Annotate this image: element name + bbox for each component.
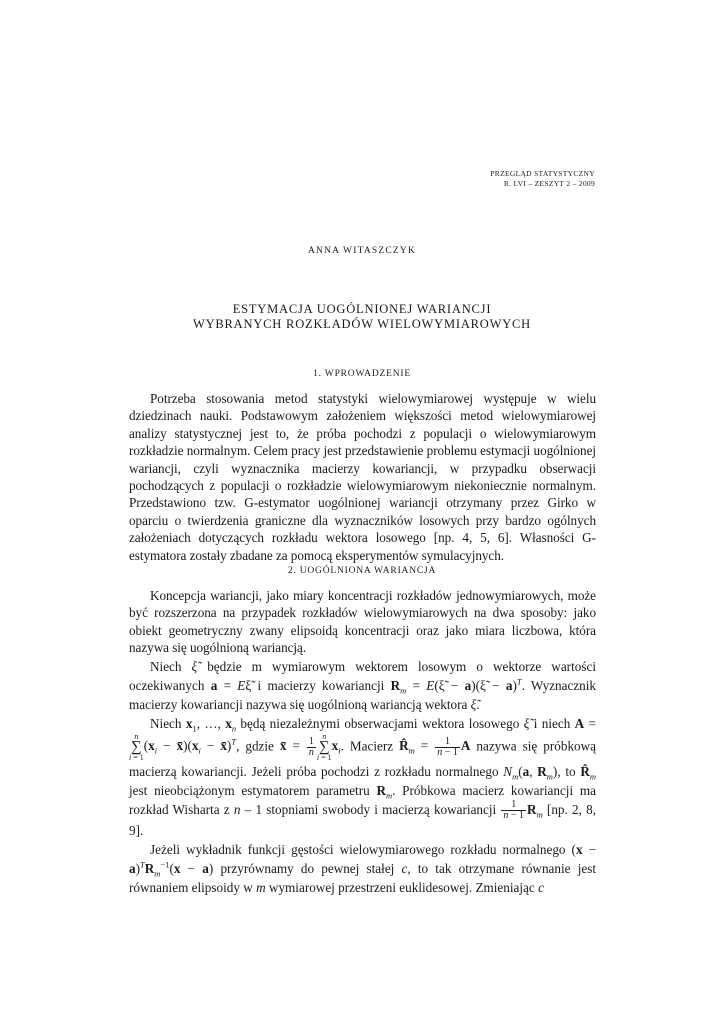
journal-name: PRZEGLĄD STATYSTYCZNY <box>490 169 595 178</box>
normal-dist-formula: $N_m(a$, $R_m$) <box>503 763 558 782</box>
quadratic-form-formula: $(x - a)^TR_m^{-1}(x - a)$ <box>129 842 597 879</box>
section-1-heading: 1. WPROWADZENIE <box>313 369 411 379</box>
journal-volume: R. LVI – ZESZYT 2 – 2009 <box>503 179 595 188</box>
random-vector-paragraph: Niech ξ̃ będzie m wymiarowym wektorem losowym o wektorze wartości oczekiwanych a = Eξ̃ i macierzy kowariancji $R_m$ = E(ξ̃ − a)(ξ̃ − a)$^T$. Wyznacznik macierzy kowariancji nazywa się uogólnioną wariancją wektora ξ̃. <box>129 658 597 712</box>
section-2-body <box>129 587 596 897</box>
mean-formula: x̄ = $\frac{1}{n}$ n ∑ $i = 1x_i$ <box>279 731 341 762</box>
sample-covariance-paragraph: Niech $x_1$, …, $x_n$ będą niezależnymi obserwacjami wektora losowego ξ̃ i niech A = n ∑ $i = 1(x_i$ − $x̄)(x_i$ − x̄)$^T$, gdzie x̄ = $\frac{1}{n}$ n ∑ $i = 1x_i$. Macierz $R̂_m$ = $\frac{1}{n - 1}$ A nazywa się próbkową macierzą kowariancji. Jeżeli próba pochodzi z rozkładu normalnego $N_m(a$, $R_m$), to $R̂_m$ jest nieobciążonym estymatorem parametru $R_m$. Próbkowa macierz kowariancji ma rozkład Wisharta z n – 1 stopniami swobody i macierzą kowariancji $\frac{1}{n - 1}$ $R_m$ [np. 2, 8, 9]. <box>129 715 597 839</box>
covariance-formula: $R_m$ = E(ξ̃ − a)(ξ̃ − a)$^T$ <box>390 676 522 696</box>
title-line-1: ESTYMACJA UOGÓLNIONEJ WARIANCJI <box>232 302 492 316</box>
variance-concept-paragraph: Koncepcja wariancji, jako miary koncentracji rozkładów jednowymiarowych, może być rozszerzona na przypadek rozkładów wielowymiarowych na dwa sposoby: jako obiekt geometryczny zwany elipsoidą koncentracji oraz jako miara liczbowa, która nazywa się uogólnioną wariancją. <box>129 588 596 656</box>
degrees-freedom: n – 1 <box>233 801 263 817</box>
matrix-a-formula: A = n ∑ $i = 1(x_i$ − $x̄)(x_i$ − x̄)$^T$ <box>129 715 596 762</box>
section-1-body <box>129 390 596 564</box>
intro-paragraph: Potrzeba stosowania metod statystyki wielowymiarowej występuje w wielu dziedzinach nauki. Podstawowym założeniem większości metod wielowymiarowej analizy statystycznej jest to, że próba pochodzi z populacji o wielowymiarowym rozkładzie normalnym. Celem pracy jest przedstawienie problemu estymacji uogólnionej wariancji, czyli wyznacznika macierzy kowariancji, w przypadku obserwacji pochodzących z populacji o rozkładzie wielowymiarowym niekoniecznie normalnym. Przedstawiono tzw. G-estymator uogólnionej wariancji otrzymany przez Girko w oparciu o twierdzenia graniczne dla wyznaczników losowych przy bardzo ogólnych założeniach dotyczących rozkładu wektora losowego [np. 4, 5, 6]. Własności G-estymatora zostały zbadane za pomocą eksperymentów symulacyjnych. <box>129 391 596 563</box>
wishart-cov-formula: $\frac{1}{n - 1}$ $R_m$ <box>503 799 543 822</box>
xi-symbol: ξ̃ <box>191 658 198 674</box>
expectation-formula: a = Eξ̃ <box>210 677 252 693</box>
title-line-2: WYBRANYCH ROZKŁADÓW WIELOWYMIAROWYCH <box>192 317 532 331</box>
sample-cov-formula: $R̂_m$ = $\frac{1}{n - 1}$ A <box>399 735 471 758</box>
section-2-heading: 2. UOGÓLNIONA WARIANCJA <box>287 566 437 576</box>
author-name: ANNA WITASZCZYK <box>307 246 417 256</box>
journal-header <box>490 169 595 189</box>
ellipsoid-paragraph: Jeżeli wykładnik funkcji gęstości wielowymiarowego rozkładu normalnego $(x - a)^TR_m^{-1}(x - a)$ przyrównamy do pewnej stałej c, to tak otrzymane równanie jest równaniem elipsoidy w m wymiarowej przestrzeni euklidesowej. Zmieniając c <box>129 842 597 896</box>
observations-formula: $x_1$, …, $x_n$ <box>185 715 237 734</box>
article-title <box>0 302 724 332</box>
